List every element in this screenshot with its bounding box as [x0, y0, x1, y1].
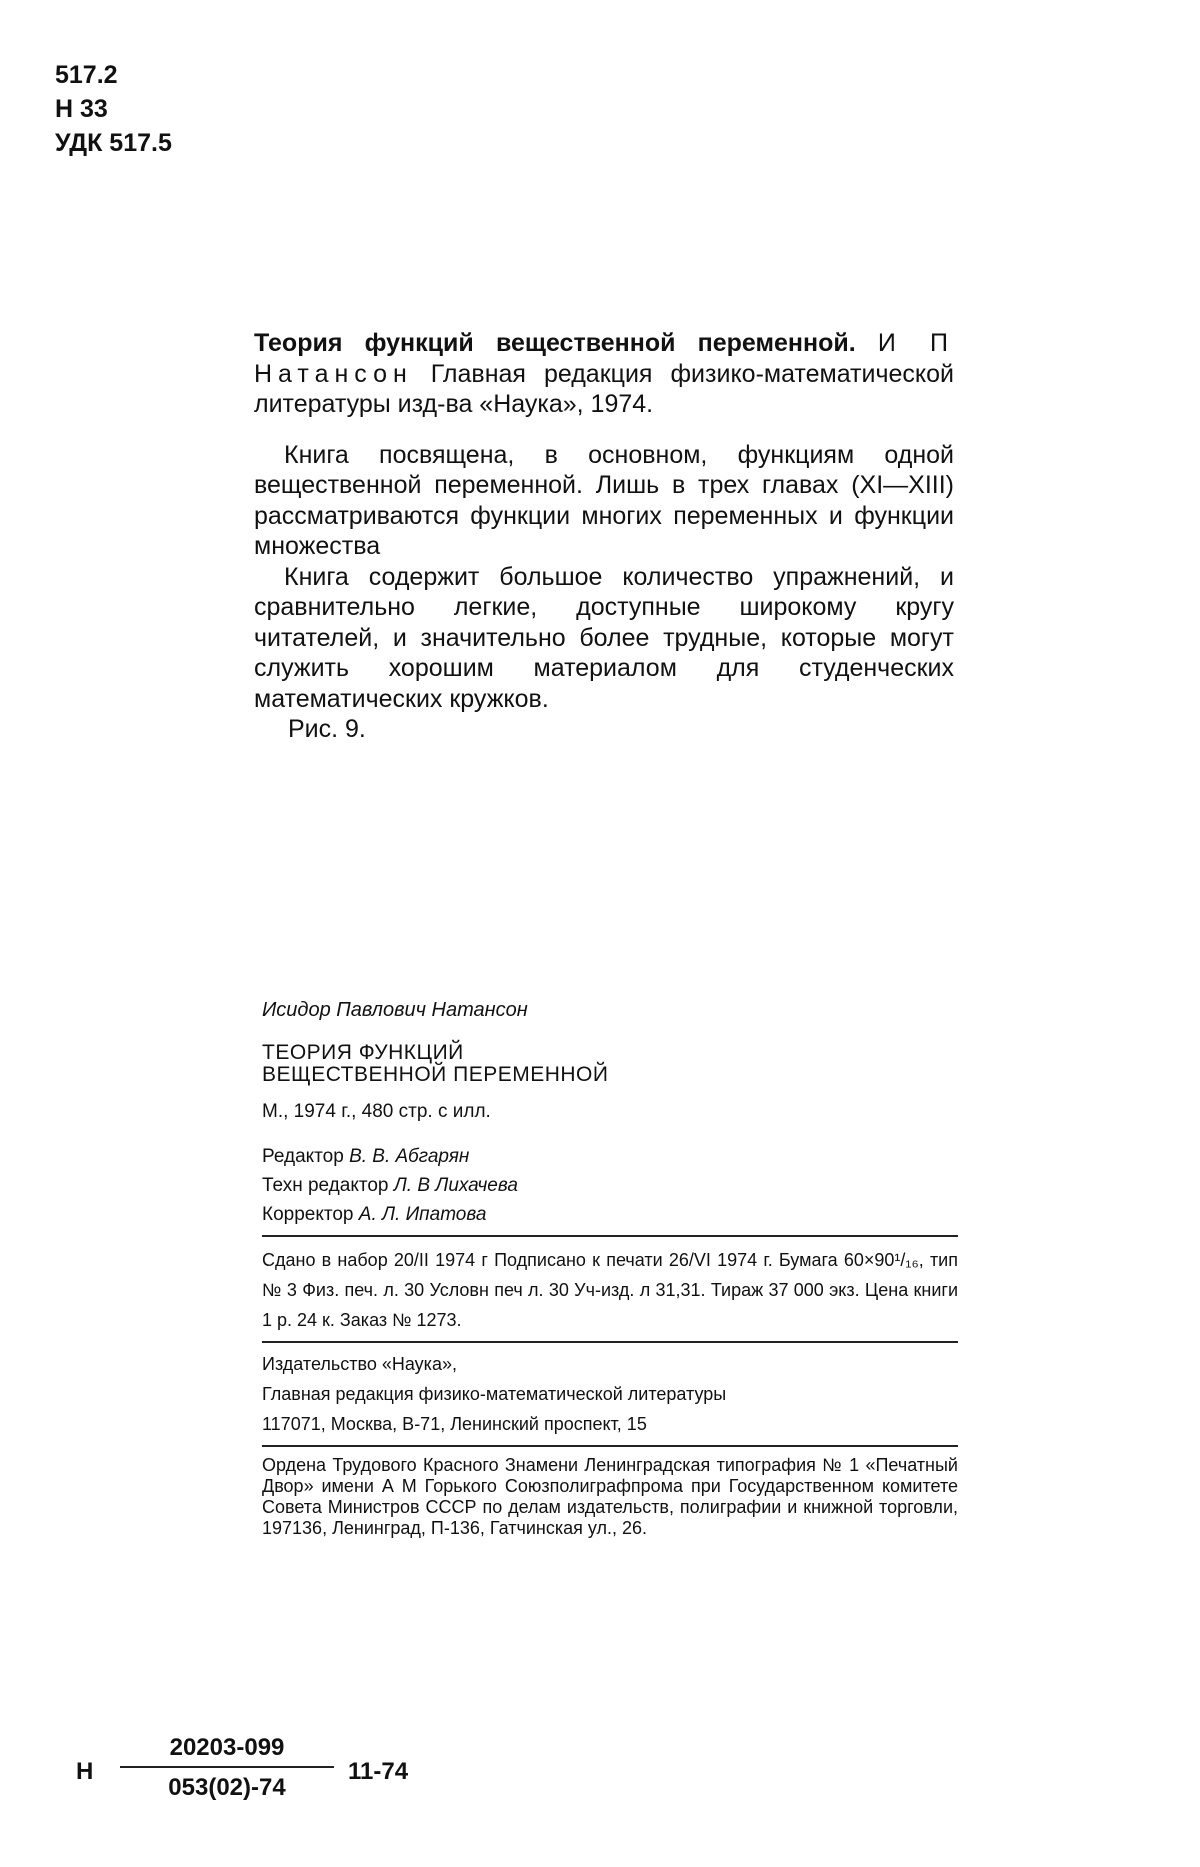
author-mark: Н 33 — [55, 95, 108, 123]
printer-info: Ордена Трудового Красного Знамени Ленинградская типография № 1 «Печатный Двор» имени А М Горького Союзполиграфпрома при Государственном комитете Совета Министров СССР по делам издательств, полиграфии и книжной торговли, 197136, Ленинград, П-136, Гатчинская ул., 26. — [262, 1455, 958, 1538]
figures-count: Рис. 9. — [288, 715, 366, 743]
classification-block — [55, 58, 172, 160]
editor-name: В. В. Абгарян — [349, 1146, 470, 1167]
index-fraction — [120, 1734, 334, 1802]
index-code: 11-74 — [348, 1758, 409, 1785]
corrector-name: А. Л. Ипатова — [358, 1204, 487, 1225]
divider-2 — [262, 1341, 958, 1343]
abstract-paragraph-2: Книга содержит большое количество упражнений, и сравнительно легкие, доступные широкому кругу читателей, и значительно более трудные, которые могут служить хорошим материалом для студенческих математических кружков. — [254, 562, 954, 713]
divider-3 — [262, 1445, 958, 1447]
publisher-line-2: Главная редакция физико-математической литературы — [262, 1384, 727, 1404]
bibliographic-reference — [254, 328, 954, 420]
publisher-line-3: 117071, Москва, В-71, Ленинский проспект, 15 — [262, 1414, 647, 1434]
book-title-line-2: ВЕЩЕСТВЕННОЙ ПЕРЕМЕННОЙ — [262, 1063, 609, 1086]
abstract-block — [254, 328, 954, 745]
ref-publisher: Главная редакция физико-математической литературы изд-ва «Наука», 1974. — [254, 359, 954, 418]
imprint-block — [262, 998, 958, 1539]
publication-info: М., 1974 г., 480 стр. с илл. — [262, 1101, 491, 1122]
editor-label: Редактор — [262, 1146, 344, 1167]
publisher-info — [262, 1349, 958, 1439]
ref-title: Теория функций вещественной переменной. — [254, 329, 856, 357]
staff-list — [262, 1142, 958, 1229]
bbk-code: 517.2 — [55, 61, 118, 89]
editor-line — [262, 1142, 958, 1171]
ref-author: И П Натансон — [254, 329, 955, 388]
publisher-line-1: Издательство «Наука», — [262, 1354, 457, 1374]
tech-editor-line — [262, 1171, 958, 1200]
abstract-paragraph-1: Книга посвящена, в основном, функциям одной вещественной переменной. Лишь в трех главах (XI—XIII) рассматриваются функции многих переменных и функции множества — [254, 440, 954, 560]
book-title — [262, 1042, 958, 1086]
tech-editor-name: Л. В Лихачева — [393, 1175, 518, 1196]
index-denominator: 053(02)-74 — [168, 1774, 286, 1801]
author-full-name: Исидор Павлович Натансон — [262, 999, 528, 1021]
divider-1 — [262, 1235, 958, 1237]
print-data: Сдано в набор 20/II 1974 г Подписано к печати 26/VI 1974 г. Бумага 60×90¹/₁₆, тип № 3 Физ. печ. л. 30 Условн печ л. 30 Уч-изд. л 31,31. Тираж 37 000 экз. Цена книги 1 р. 24 к. Заказ № 1273. — [262, 1250, 958, 1330]
udc-code: УДК 517.5 — [55, 129, 172, 157]
book-title-line-1: ТЕОРИЯ ФУНКЦИЙ — [262, 1041, 464, 1064]
index-numerator: 20203-099 — [120, 1734, 334, 1768]
tech-editor-label: Техн редактор — [262, 1175, 389, 1196]
corrector-label: Корректор — [262, 1204, 354, 1225]
index-letter: Н — [76, 1758, 94, 1785]
corrector-line — [262, 1200, 958, 1229]
